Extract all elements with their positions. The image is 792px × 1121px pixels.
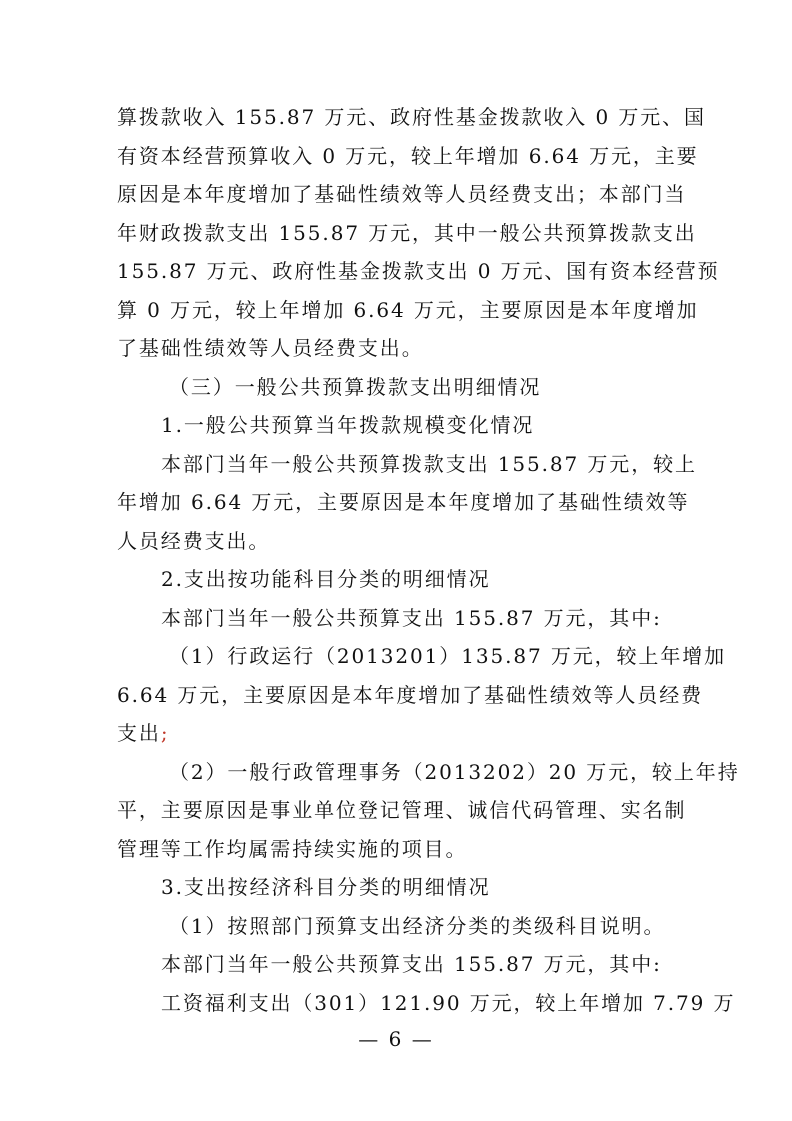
text-line: 有资本经营预算收入 0 万元，较上年增加 6.64 万元，主要	[117, 143, 699, 168]
text-line: 155.87 万元、政府性基金拨款支出 0 万元、国有资本经营预	[117, 259, 720, 283]
text-line: 年财政拨款支出 155.87 万元，其中一般公共预算拨款支出	[117, 220, 697, 245]
text-line: 本部门当年一般公共预算支出 155.87 万元，其中:	[161, 605, 662, 630]
text-line: （1）行政运行（2013201）135.87 万元，较上年增加	[169, 644, 727, 668]
text-line: 年增加 6.64 万元，主要原因是本年度增加了基础性绩效等	[117, 490, 690, 514]
text-line: 了基础性绩效等人员经费支出。	[117, 336, 424, 360]
text-line: 6.64 万元，主要原因是本年度增加了基础性绩效等人员经费	[117, 682, 703, 707]
red-semicolon: ;	[160, 721, 170, 745]
text-line: 人员经费支出。	[117, 528, 271, 553]
text-line: 管理等工作均属需持续实施的项目。	[117, 836, 468, 861]
section-heading: （三）一般公共预算拨款支出明细情况	[169, 374, 542, 399]
subsection-heading: 2.支出按功能科目分类的明细情况	[161, 567, 491, 591]
subsection-heading: 1.一般公共预算当年拨款规模变化情况	[161, 413, 535, 437]
text-line: 本部门当年一般公共预算支出 155.87 万元，其中:	[161, 952, 662, 976]
text-line-segment: 支出	[117, 721, 161, 745]
page-number: — 6 —	[358, 1027, 434, 1051]
text-line: （2）一般行政管理事务（2013202）20 万元，较上年持	[169, 759, 740, 784]
body-text	[117, 98, 740, 1022]
text-line: 算 0 万元，较上年增加 6.64 万元，主要原因是本年度增加	[117, 297, 699, 322]
text-line: 本部门当年一般公共预算拨款支出 155.87 万元，较上	[161, 451, 697, 476]
text-line: （1）按照部门预算支出经济分类的类级科目说明。	[169, 913, 666, 938]
text-line: 工资福利支出（301）121.90 万元，较上年增加 7.79 万	[161, 990, 736, 1015]
text-line: 原因是本年度增加了基础性绩效等人员经费支出；本部门当	[117, 182, 687, 206]
text-line	[117, 714, 679, 753]
subsection-heading: 3.支出按经济科目分类的明细情况	[161, 875, 491, 899]
text-line: 平，主要原因是事业单位登记管理、诚信代码管理、实名制	[117, 798, 687, 822]
text-line: 算拨款收入 155.87 万元、政府性基金拨款收入 0 万元、国	[117, 105, 706, 129]
